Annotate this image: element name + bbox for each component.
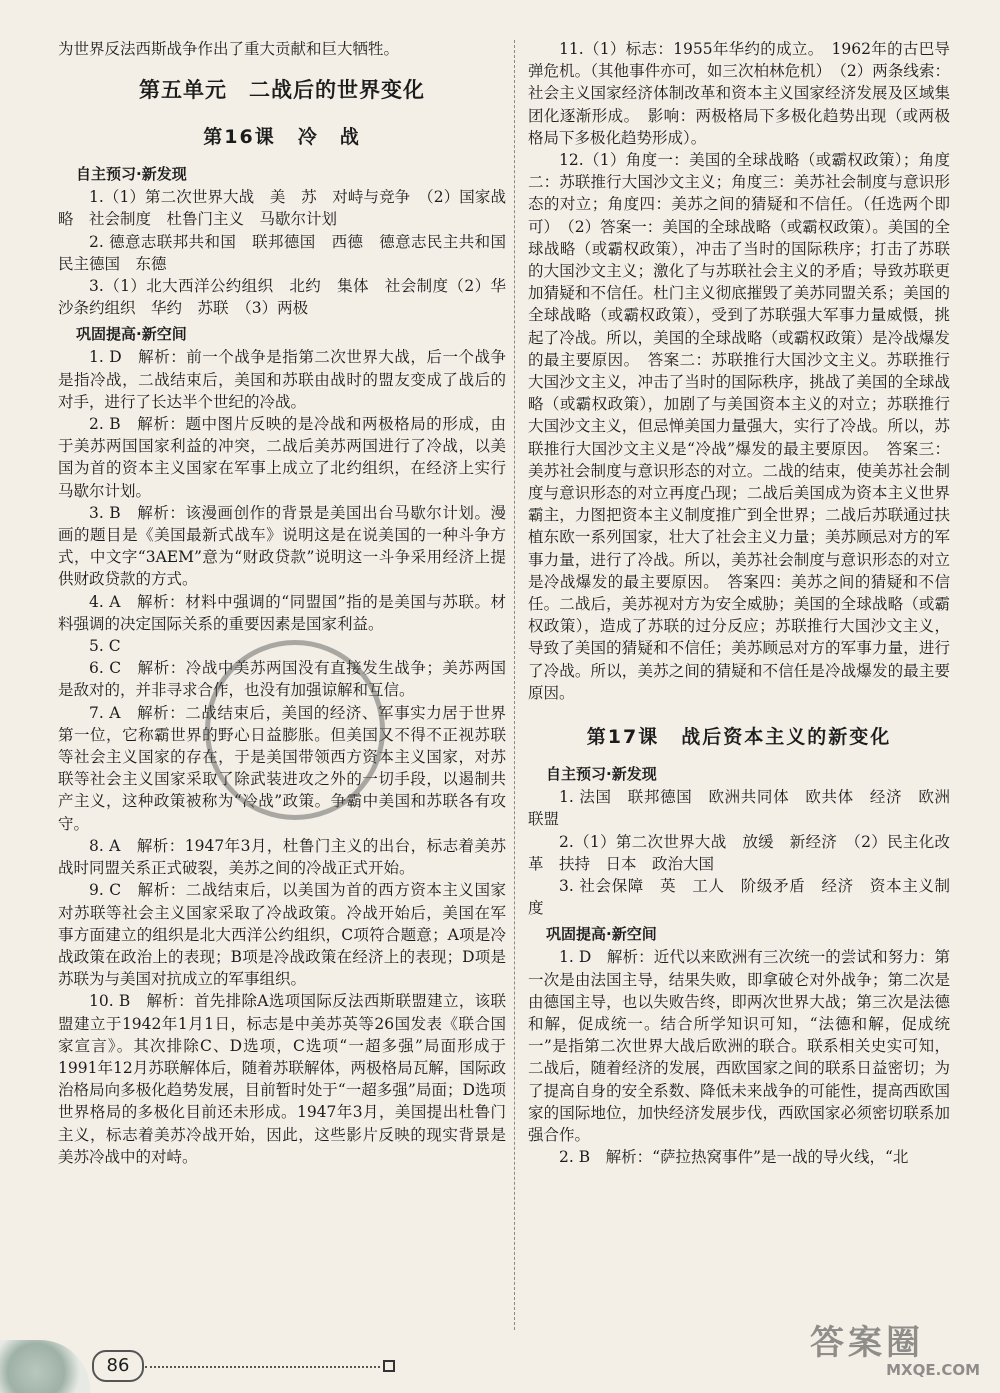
answer-paragraph: 1. D 解析：前一个战争是指第二次世界大战，后一个战争是指冷战，二战结束后，美国和苏联由战时的盟友变成了战后的对手，进行了长达半个世纪的冷战。 bbox=[58, 348, 506, 411]
lesson-number: 第16课 bbox=[203, 126, 276, 149]
page-number: 86 bbox=[92, 1350, 144, 1382]
answer-paragraph: 1. D 解析：近代以来欧洲有三次统一的尝试和努力：第一次是由法国主导，结果失败，即拿破仑对外战争；第二次是由德国主导，也以失败告终，即两次世界大战；第三次是法德和解，促成统一。结合所学知识可知，“法德和解，促成统一”是指第二次世界大战后欧洲的联合。联系相关史实可知，二战后，随着经济的发展，西欧国家之间的联系日益密切；为了提高自身的安全系数、降低未来战争的可能性，提高西欧国家的国际地位，加快经济发展步伐，西欧国家必须密切联系加强合作。 bbox=[528, 948, 950, 1144]
lesson-16-title bbox=[58, 122, 506, 149]
footer-square-icon bbox=[383, 1360, 395, 1372]
section-consolidate-title: 巩固提高·新空间 bbox=[546, 925, 657, 944]
answer-paragraph: 2.（1）第二次世界大战 放缓 新经济 （2）民主化改革 扶持 日本 政治大国 bbox=[528, 832, 950, 873]
answer-paragraph: 5. C bbox=[89, 637, 121, 656]
lesson-number: 第17课 bbox=[586, 726, 660, 749]
lesson-name: 冷 战 bbox=[297, 126, 361, 149]
answer-paragraph: 11.（1）标志：1955年华约的成立。 1962年的古巴导弹危机。（其他事件亦可，如三次柏林危机） （2）两条线索：社会主义国家经济体制改革和资本主义国家经济发展及区域集团化逐渐形成。 影响：两极格局下多极化趋势出现（或两极格局下多极化趋势形成）。 bbox=[528, 40, 950, 147]
clover-logo-icon bbox=[0, 1340, 90, 1393]
answer-paragraph: 3. B 解析：该漫画创作的背景是美国出台马歇尔计划。漫画的题目是《美国最新式战车》说明这是在说美国的一种斗争方式，中文字“3AEM”意为“财政贷款”说明这一斗争采用经济上提供财政贷款的方式。 bbox=[58, 503, 506, 589]
answer-paragraph: 10. B 解析：首先排除A选项国际反法西斯联盟建立，该联盟建立于1942年1月1日，标志是中美苏英等26国发表《联合国家宣言》。其次排除C、D选项，C选项“一超多强”局面形成于1991年12月苏联解体后，随着苏联解体，两极格局瓦解，国际政治格局向多极化趋势发展，目前暂时处于“一超多强”局面；D选项世界格局的多极化目前还未形成。1947年3月，美国提出杜鲁门主义，标志着美苏冷战开始，因此，这些影片反映的现实背景是美苏冷战中的对峙。 bbox=[58, 992, 506, 1166]
answer-paragraph: 2. B 解析：“萨拉热窝事件”是一战的导火线，“北 bbox=[559, 1148, 909, 1167]
section-preview-title: 自主预习·新发现 bbox=[546, 765, 657, 784]
answer-paragraph: 12.（1）角度一：美国的全球战略（或霸权政策）；角度二：苏联推行大国沙文主义；角度三：美苏社会制度与意识形态的对立；角度四：美苏之间的猜疑和不信任。（任选两个即可） （2）答案一：美国的全球战略（或霸权政策）。美国的全球战略（或霸权政策），冲击了当时的国际秩序；打击了苏联的大国沙文主义；激化了与苏联社会主义的矛盾；导致苏联更加猜疑和不信任。杜门主义彻底摧毁了美苏同盟关系；美国的全球战略（或霸权政策），受到了苏联强大军事力量威慑，挑起了冷战。所以，美国的全球战略（或霸权政策）是冷战爆发的最主要原因。 答案二：苏联推行大国沙文主义。苏联推行大国沙文主义，冲击了当时的国际秩序，挑战了美国的全球战略（或霸权政策），加剧了与美国资本主义的对立；苏联推行大国沙文主义，但忌惮美国力量强大，实行了冷战。所以，苏联推行大国沙文主义是“冷战”爆发的最主要原因。 答案三：美苏社会制度与意识形态的对立。二战的结束，使美苏社会制度与意识形态的对立再度凸现；二战后美国成为资本主义世界霸主，力图把资本主义制度推广到全世界；二战后苏联通过扶植东欧一系列国家，壮大了社会主义力量；美苏顾忌对方的军事力量，进行了冷战。所以，美苏社会制度与意识形态的对立是冷战爆发的最主要原因。 答案四：美苏之间的猜疑和不信任。二战后，美苏视对方为安全威胁；美国的全球战略（或霸权政策），造成了苏联的过分反应；苏联推行大国沙文主义，导致了美国的猜疑和不信任；美苏顾忌对方的军事力量，进行了冷战。所以，美苏之间的猜疑和不信任是冷战爆发的最主要原因。 bbox=[528, 151, 950, 702]
answer-paragraph: 9. C 解析：二战结束后，以美国为首的西方资本主义国家对苏联等社会主义国家采取了冷战政策。冷战开始后，美国在军事方面建立的组织是北大西洋公约组织，C项符合题意；A项是冷战政策在政治上的表现；B项是冷战政策在经济上的表现；D项是苏联为与美国对抗成立的军事组织。 bbox=[58, 881, 506, 989]
intro-text: 为世界反法西斯战争作出了重大贡献和巨大牺牲。 bbox=[58, 40, 400, 58]
answer-paragraph: 2. B 解析：题中图片反映的是冷战和两极格局的形成，由于美苏两国国家利益的冲突，二战后美苏两国进行了冷战，以美国为首的资本主义国家在军事上成立了北约组织，在经济上实行马歇尔计划。 bbox=[58, 415, 506, 500]
footer-dotted-line bbox=[145, 1366, 380, 1368]
answer-paragraph: 2. 德意志联邦共和国 联邦德国 西德 德意志民主共和国 民主德国 东德 bbox=[58, 232, 522, 273]
corner-watermark-text: 答案圈 bbox=[810, 1323, 924, 1363]
answer-paragraph: 7. A 解析：二战结束后，美国的经济、军事实力居于世界第一位，它称霸世界的野心日益膨胀。但美国又不得不正视苏联等社会主义国家的存在，于是美国带领西方资本主义国家，对苏联等社会主义国家采取了除武装进攻之外的一切手段，以遏制共产主义，这种政策被称为“冷战”政策。争霸中美国和苏联各有攻守。 bbox=[58, 703, 506, 833]
corner-watermark bbox=[810, 1325, 990, 1385]
right-column bbox=[528, 38, 950, 1168]
answer-paragraph: 3.（1）北大西洋公约组织 北约 集体 社会制度（2）华沙条约组织 华约 苏联 （3）两极 bbox=[58, 277, 506, 318]
answer-paragraph: 1.（1）第二次世界大战 美 苏 对峙与竞争 （2）国家战略 社会制度 杜鲁门主义 马歇尔计划 bbox=[58, 188, 506, 229]
left-column bbox=[58, 38, 522, 1168]
lesson-name: 战后资本主义的新变化 bbox=[681, 726, 892, 749]
corner-watermark-url: MXQE.COM bbox=[886, 1361, 980, 1379]
section-preview-title: 自主预习·新发现 bbox=[76, 165, 187, 184]
answer-paragraph: 1. 法国 联邦德国 欧洲共同体 欧共体 经济 欧洲联盟 bbox=[528, 788, 950, 829]
answer-paragraph: 4. A 解析：材料中强调的“同盟国”指的是美国与苏联。材料强调的决定国际关系的重要因素是国家利益。 bbox=[58, 592, 506, 633]
answer-paragraph: 8. A 解析：1947年3月，杜鲁门主义的出台，标志着美苏战时同盟关系正式破裂，美苏之间的冷战正式开始。 bbox=[58, 836, 506, 878]
watermark-stamp bbox=[205, 640, 385, 820]
answer-paragraph: 6. C 解析：冷战中美苏两国没有直接发生战争；美苏两国是敌对的，并非寻求合作，也没有加强谅解和互信。 bbox=[58, 659, 506, 700]
section-consolidate-title: 巩固提高·新空间 bbox=[76, 325, 187, 344]
unit-title: 第五单元 二战后的世界变化 bbox=[139, 78, 425, 103]
answer-paragraph: 3. 社会保障 英 工人 阶级矛盾 经济 资本主义制度 bbox=[528, 876, 950, 918]
lesson-17-title bbox=[528, 722, 950, 749]
